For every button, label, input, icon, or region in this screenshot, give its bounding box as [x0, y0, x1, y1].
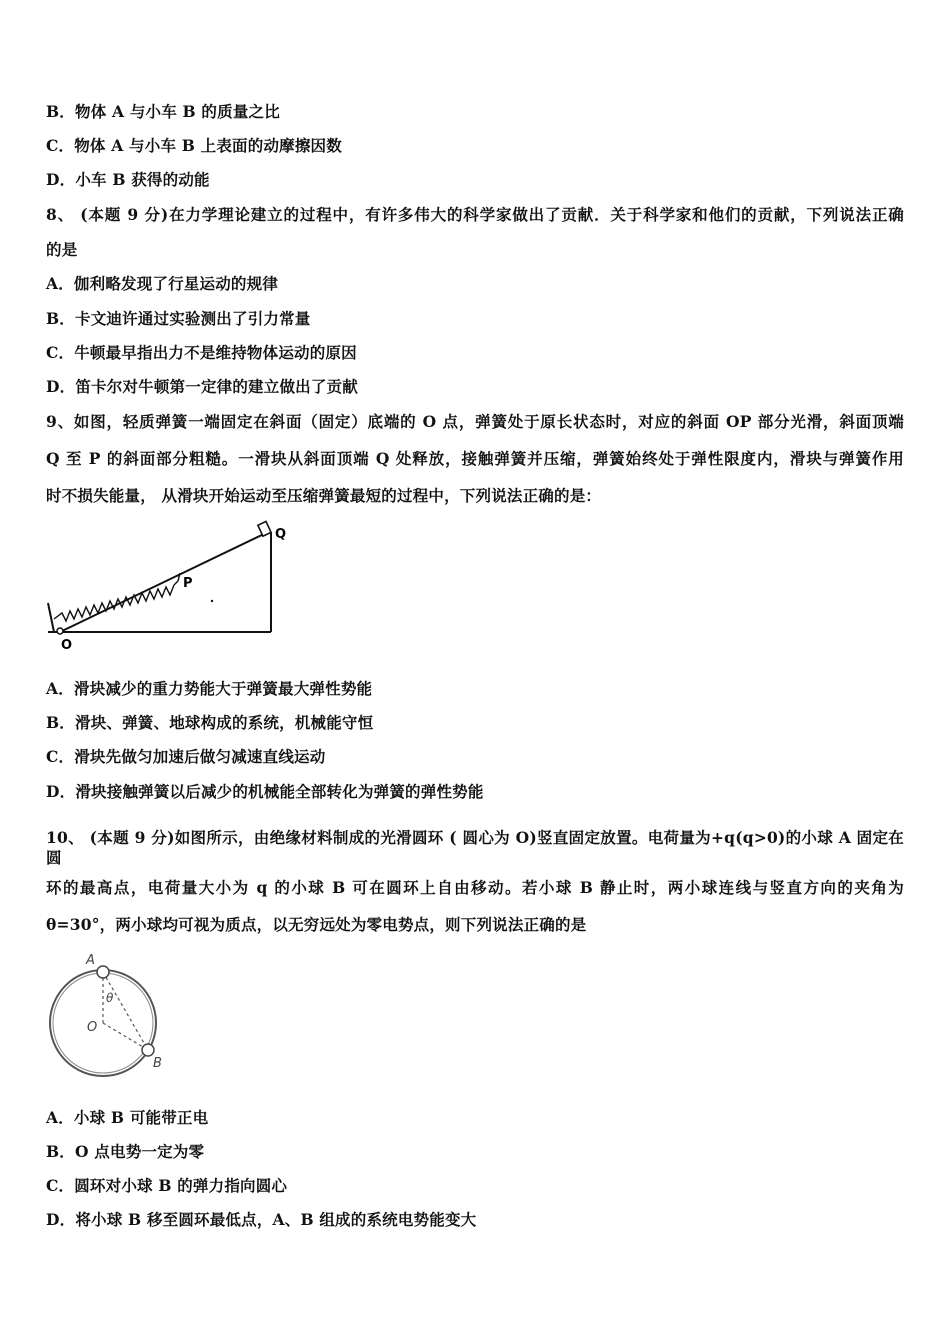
- q8-option-b: B．卡文迪许通过实验测出了引力常量: [46, 309, 311, 328]
- label-b: B: [153, 1056, 162, 1071]
- label-q: Q: [275, 527, 287, 542]
- label-a: A: [86, 953, 95, 968]
- q9-option-c: C．滑块先做匀加速后做匀减速直线运动: [46, 747, 326, 766]
- label-p: P: [183, 576, 193, 591]
- ring-figure: [40, 950, 180, 1080]
- q10-stem-line2: 环的最高点，电荷量大小为 q 的小球 B 可在圆环上自由移动。若小球 B 静止时，两小球连线与竖直方向的夹角为: [46, 878, 904, 897]
- q8-stem-line2: 的是: [46, 240, 78, 259]
- q8-option-d: D．笛卡尔对牛顿第一定律的建立做出了贡献: [46, 377, 358, 396]
- q10-stem-line1: 10、 (本题 9 分)如图所示，由绝缘材料制成的光滑圆环 ( 圆心为 O)竖直固定放置。电荷量为+q(q>0)的小球 A 固定在圆: [46, 828, 904, 867]
- q8-stem-line1: 8、 (本题 9 分)在力学理论建立的过程中，有许多伟大的科学家做出了贡献．关于科学家和他们的贡献，下列说法正确: [46, 205, 904, 224]
- label-o: O: [87, 1020, 98, 1035]
- q7-option-b: B．物体 A 与小车 B 的质量之比: [46, 102, 280, 121]
- q7-option-c: C．物体 A 与小车 B 上表面的动摩擦因数: [46, 136, 342, 155]
- incline-spring-figure: [40, 515, 300, 655]
- q10-option-b: B．O 点电势一定为零: [46, 1142, 205, 1161]
- q9-stem-line1: 9、如图，轻质弹簧一端固定在斜面（固定）底端的 O 点，弹簧处于原长状态时，对应的斜面 OP 部分光滑，斜面顶端: [46, 412, 904, 431]
- q9-option-b: B．滑块、弹簧、地球构成的系统，机械能守恒: [46, 713, 374, 732]
- q7-option-d: D．小车 B 获得的动能: [46, 170, 210, 189]
- q8-option-c: C．牛顿最早指出力不是维持物体运动的原因: [46, 343, 357, 362]
- q9-stem-line2: Q 至 P 的斜面部分粗糙。一滑块从斜面顶端 Q 处释放，接触弹簧并压缩，弹簧始终处于弹性限度内，滑块与弹簧作用: [46, 449, 904, 468]
- q9-option-a: A．滑块减少的重力势能大于弹簧最大弹性势能: [46, 679, 373, 698]
- label-theta: θ: [106, 991, 114, 1005]
- q10-stem-line3: θ=30°，两小球均可视为质点，以无穷远处为零电势点，则下列说法正确的是: [46, 915, 587, 934]
- q9-stem-line3: 时不损失能量， 从滑块开始运动至压缩弹簧最短的过程中，下列说法正确的是：: [46, 486, 602, 505]
- q8-option-a: A．伽利略发现了行星运动的规律: [46, 274, 279, 293]
- q10-option-a: A．小球 B 可能带正电: [46, 1108, 209, 1127]
- label-o: O: [61, 638, 73, 653]
- q10-option-c: C．圆环对小球 B 的弹力指向圆心: [46, 1176, 288, 1195]
- q10-option-d: D．将小球 B 移至圆环最低点，A、B 组成的系统电势能变大: [46, 1210, 477, 1229]
- q9-option-d: D．滑块接触弹簧以后减少的机械能全部转化为弹簧的弹性势能: [46, 782, 484, 801]
